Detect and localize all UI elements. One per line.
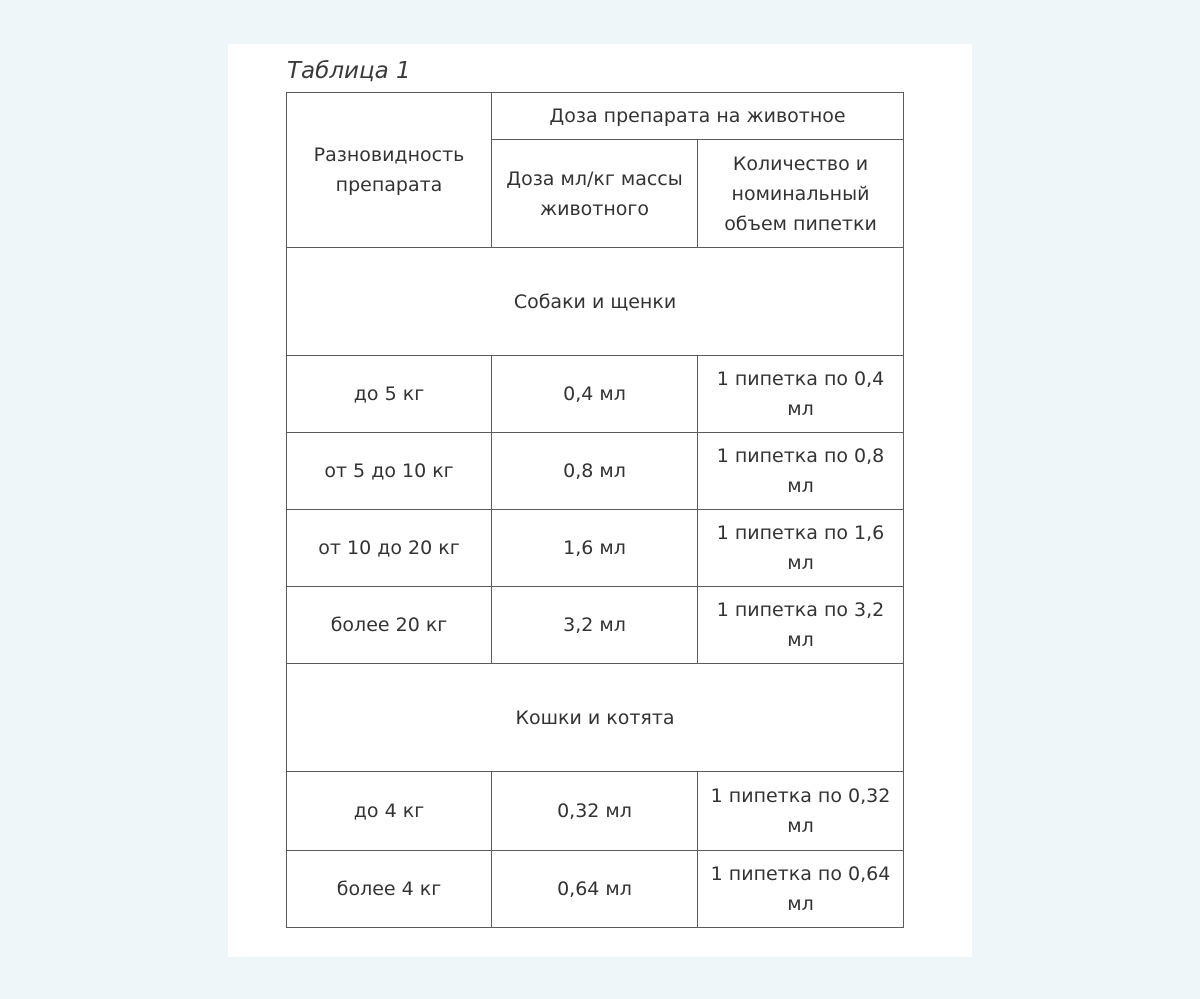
weight-cell: от 10 до 20 кг <box>287 510 492 587</box>
dose-cell: 3,2 мл <box>492 587 698 664</box>
section-row-cats <box>287 664 904 772</box>
weight-cell: до 4 кг <box>287 772 492 851</box>
table-row <box>287 587 904 664</box>
weight-cell: до 5 кг <box>287 356 492 433</box>
pipette-cell: 1 пипетка по 0,64 мл <box>698 851 904 928</box>
weight-cell: от 5 до 10 кг <box>287 433 492 510</box>
section-row-dogs <box>287 248 904 356</box>
header-variety: Разновидность препарата <box>287 93 492 248</box>
weight-cell: более 20 кг <box>287 587 492 664</box>
header-pipette-count: Количество и номинальный объем пипетки <box>698 140 904 248</box>
pipette-cell: 1 пипетка по 0,8 мл <box>698 433 904 510</box>
dose-cell: 1,6 мл <box>492 510 698 587</box>
table-row <box>287 851 904 928</box>
table-row <box>287 433 904 510</box>
dose-cell: 0,64 мл <box>492 851 698 928</box>
pipette-cell: 1 пипетка по 3,2 мл <box>698 587 904 664</box>
table-row <box>287 772 904 851</box>
header-dose-group: Доза препарата на животное <box>492 93 904 140</box>
section-title: Собаки и щенки <box>287 248 904 356</box>
dose-cell: 0,32 мл <box>492 772 698 851</box>
dose-cell: 0,4 мл <box>492 356 698 433</box>
table-row <box>287 356 904 433</box>
header-dose-per-kg: Доза мл/кг массы животного <box>492 140 698 248</box>
table-caption: Таблица 1 <box>287 58 411 84</box>
pipette-cell: 1 пипетка по 1,6 мл <box>698 510 904 587</box>
weight-cell: более 4 кг <box>287 851 492 928</box>
pipette-cell: 1 пипетка по 0,32 мл <box>698 772 904 851</box>
dose-cell: 0,8 мл <box>492 433 698 510</box>
section-title: Кошки и котята <box>287 664 904 772</box>
table-row <box>287 510 904 587</box>
header-row-top <box>287 93 904 140</box>
pipette-cell: 1 пипетка по 0,4 мл <box>698 356 904 433</box>
dosage-table <box>286 92 904 928</box>
